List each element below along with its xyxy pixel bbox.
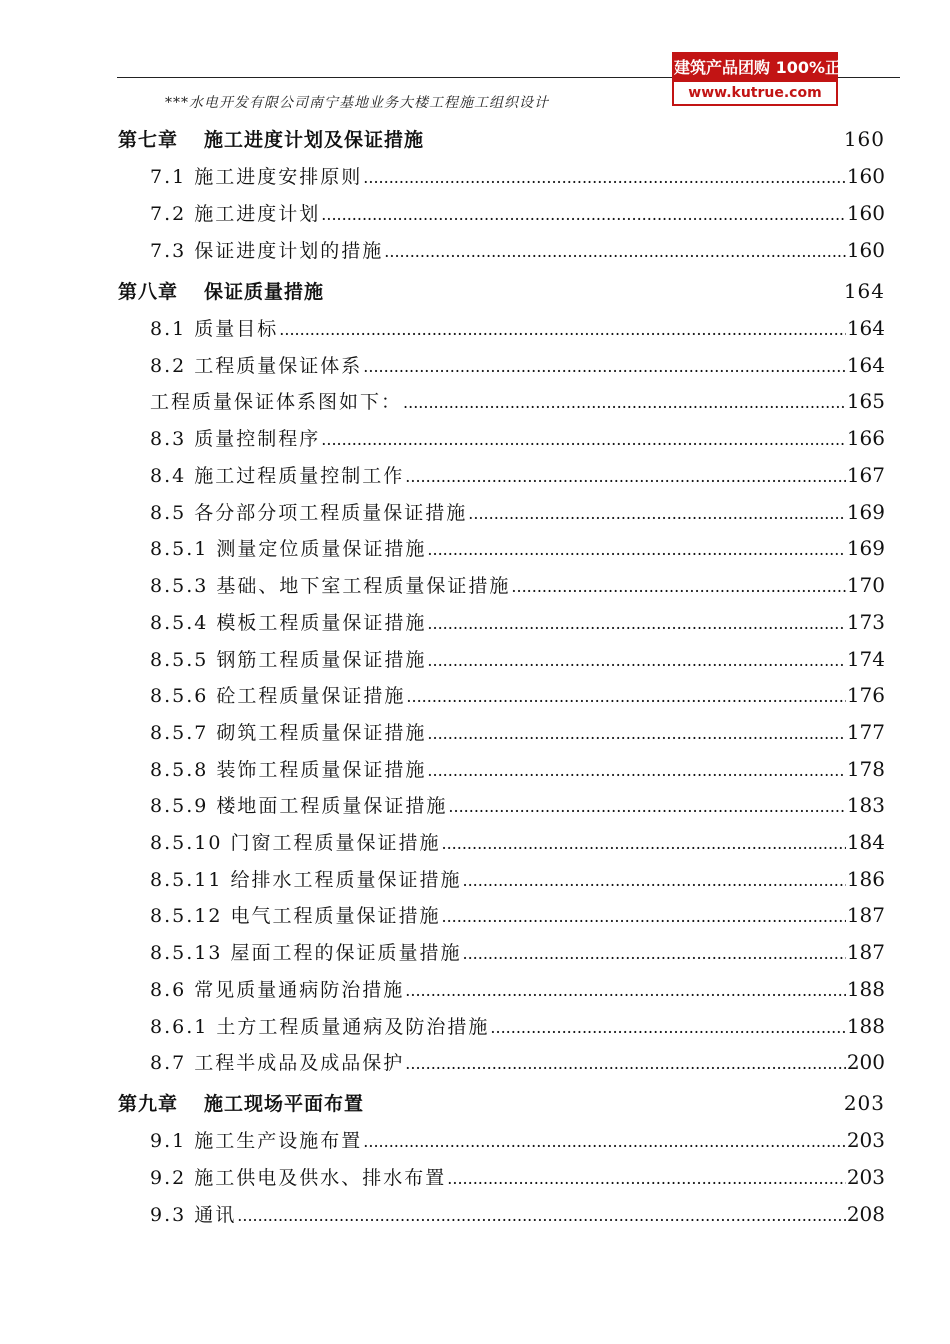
section-page-number: 164: [846, 353, 885, 377]
toc-section[interactable]: [150, 645, 885, 672]
dot-leader: [427, 540, 845, 559]
dot-leader: [363, 1132, 846, 1151]
toc-section[interactable]: [150, 1200, 885, 1227]
dot-leader: [490, 1018, 845, 1037]
section-title: 8.5.3 基础、地下室工程质量保证措施: [150, 575, 511, 597]
toc-section[interactable]: [150, 828, 885, 855]
dot-leader: [462, 871, 845, 890]
section-page-number: 186: [846, 867, 885, 891]
dot-leader: [321, 205, 846, 224]
dot-leader: [321, 430, 846, 449]
toc-section[interactable]: [150, 199, 885, 226]
dot-leader: [406, 687, 845, 706]
section-page-number: 173: [846, 610, 885, 634]
section-page-number: 183: [846, 793, 885, 817]
toc-section[interactable]: [150, 236, 885, 263]
section-page-number: 188: [846, 977, 885, 1001]
dot-leader: [363, 168, 846, 187]
section-title: 8.5.8 装饰工程质量保证措施: [150, 759, 427, 781]
watermark-stamp: [672, 52, 858, 106]
section-page-number: 178: [846, 757, 885, 781]
dot-leader: [279, 320, 846, 339]
section-page-number: 200: [846, 1050, 885, 1074]
section-title: 8.4 施工过程质量控制工作: [150, 465, 405, 487]
section-page-number: 169: [846, 536, 885, 560]
toc-section[interactable]: [150, 975, 885, 1002]
dot-leader: [405, 1054, 846, 1073]
section-page-number: 170: [846, 573, 885, 597]
section-title: 8.6.1 土方工程质量通病及防治措施: [150, 1016, 490, 1038]
toc-chapter[interactable]: [118, 1089, 885, 1116]
toc-section[interactable]: [150, 791, 885, 818]
section-title: 8.5.5 钢筋工程质量保证措施: [150, 649, 427, 671]
dot-leader: [363, 357, 846, 376]
section-page-number: 166: [846, 426, 885, 450]
section-page-number: 174: [846, 647, 885, 671]
section-title: 8.5.9 楼地面工程质量保证措施: [150, 795, 448, 817]
chapter-page-number: 164: [843, 279, 885, 303]
chapter-label: 第七章: [118, 129, 179, 151]
section-title: 9.2 施工供电及供水、排水布置: [150, 1167, 447, 1189]
section-title: 8.5.1 测量定位质量保证措施: [150, 538, 427, 560]
dot-leader: [448, 797, 845, 816]
chapter-title: 施工进度计划及保证措施: [204, 129, 425, 151]
section-title: 8.5.4 模板工程质量保证措施: [150, 612, 427, 634]
chapter-page-number: 203: [843, 1091, 885, 1115]
section-title: 8.1 质量目标: [150, 318, 279, 340]
section-page-number: 169: [846, 500, 885, 524]
section-title: 工程质量保证体系图如下：: [150, 391, 403, 413]
section-page-number: 160: [846, 201, 885, 225]
section-page-number: 187: [846, 903, 885, 927]
toc-section[interactable]: [150, 1163, 885, 1190]
dot-leader: [441, 907, 845, 926]
toc-section[interactable]: [150, 681, 885, 708]
section-page-number: 184: [846, 830, 885, 854]
section-page-number: 160: [846, 238, 885, 262]
section-page-number: 187: [846, 940, 885, 964]
dot-leader: [405, 981, 846, 1000]
section-page-number: 160: [846, 164, 885, 188]
section-page-number: 167: [846, 463, 885, 487]
section-title: 7.1 施工进度安排原则: [150, 166, 363, 188]
section-page-number: 165: [846, 389, 885, 413]
section-title: 8.5.10 门窗工程质量保证措施: [150, 832, 441, 854]
dot-leader: [403, 393, 846, 412]
section-title: 8.5.13 屋面工程的保证质量措施: [150, 942, 462, 964]
section-page-number: 188: [846, 1014, 885, 1038]
chapter-title: 施工现场平面布置: [204, 1093, 365, 1115]
section-title: 8.5.11 给排水工程质量保证措施: [150, 869, 462, 891]
dot-leader: [441, 834, 845, 853]
section-title: 7.3 保证进度计划的措施: [150, 240, 384, 262]
section-title: 8.7 工程半成品及成品保护: [150, 1052, 405, 1074]
section-title: 8.5 各分部分项工程质量保证措施: [150, 502, 468, 524]
toc-section[interactable]: [150, 571, 885, 598]
chapter-label: 第八章: [118, 281, 179, 303]
document-header-title: ***水电开发有限公司南宁基地业务大楼工程施工组织设计: [165, 95, 549, 111]
dot-leader: [427, 724, 845, 743]
stamp-line-2: www.kutrue.com: [688, 85, 822, 101]
section-page-number: 177: [846, 720, 885, 744]
toc-section[interactable]: [150, 1012, 885, 1039]
toc-section[interactable]: [150, 162, 885, 189]
section-title: 9.1 施工生产设施布置: [150, 1130, 363, 1152]
dot-leader: [427, 614, 845, 633]
chapter-title: 保证质量措施: [204, 281, 325, 303]
toc-section[interactable]: [150, 351, 885, 378]
section-page-number: 164: [846, 316, 885, 340]
dot-leader: [237, 1206, 846, 1225]
toc-section[interactable]: [150, 608, 885, 635]
stamp-line-1: 建筑产品团购 100%正品: [674, 54, 836, 82]
toc-chapter[interactable]: [118, 277, 885, 304]
dot-leader: [468, 504, 846, 523]
section-page-number: 176: [846, 683, 885, 707]
dot-leader: [427, 761, 845, 780]
dot-leader: [427, 651, 845, 670]
section-title: 8.2 工程质量保证体系: [150, 355, 363, 377]
chapter-page-number: 160: [843, 127, 885, 151]
dot-leader: [447, 1169, 846, 1188]
toc-section[interactable]: [150, 424, 885, 451]
section-page-number: 203: [846, 1128, 885, 1152]
section-title: 8.3 质量控制程序: [150, 428, 321, 450]
section-title: 8.5.7 砌筑工程质量保证措施: [150, 722, 427, 744]
section-title: 8.5.12 电气工程质量保证措施: [150, 905, 441, 927]
section-title: 8.5.6 砼工程质量保证措施: [150, 685, 406, 707]
dot-leader: [384, 242, 846, 261]
toc-section[interactable]: [150, 387, 885, 414]
toc-section[interactable]: [150, 1048, 885, 1075]
toc-section[interactable]: [150, 314, 885, 341]
toc-section[interactable]: [150, 938, 885, 965]
section-title: 9.3 通讯: [150, 1204, 237, 1226]
toc-section[interactable]: [150, 755, 885, 782]
toc-section[interactable]: [150, 534, 885, 561]
toc-chapter[interactable]: [118, 125, 885, 152]
section-title: 7.2 施工进度计划: [150, 203, 321, 225]
toc-section[interactable]: [150, 718, 885, 745]
toc-section[interactable]: [150, 901, 885, 928]
chapter-label: 第九章: [118, 1093, 179, 1115]
dot-leader: [511, 577, 845, 596]
toc-section[interactable]: [150, 1126, 885, 1153]
section-page-number: 203: [846, 1165, 885, 1189]
section-page-number: 208: [846, 1202, 885, 1226]
dot-leader: [405, 467, 846, 486]
toc-section[interactable]: [150, 865, 885, 892]
toc-section[interactable]: [150, 461, 885, 488]
section-title: 8.6 常见质量通病防治措施: [150, 979, 405, 1001]
dot-leader: [462, 944, 845, 963]
toc-section[interactable]: [150, 498, 885, 525]
